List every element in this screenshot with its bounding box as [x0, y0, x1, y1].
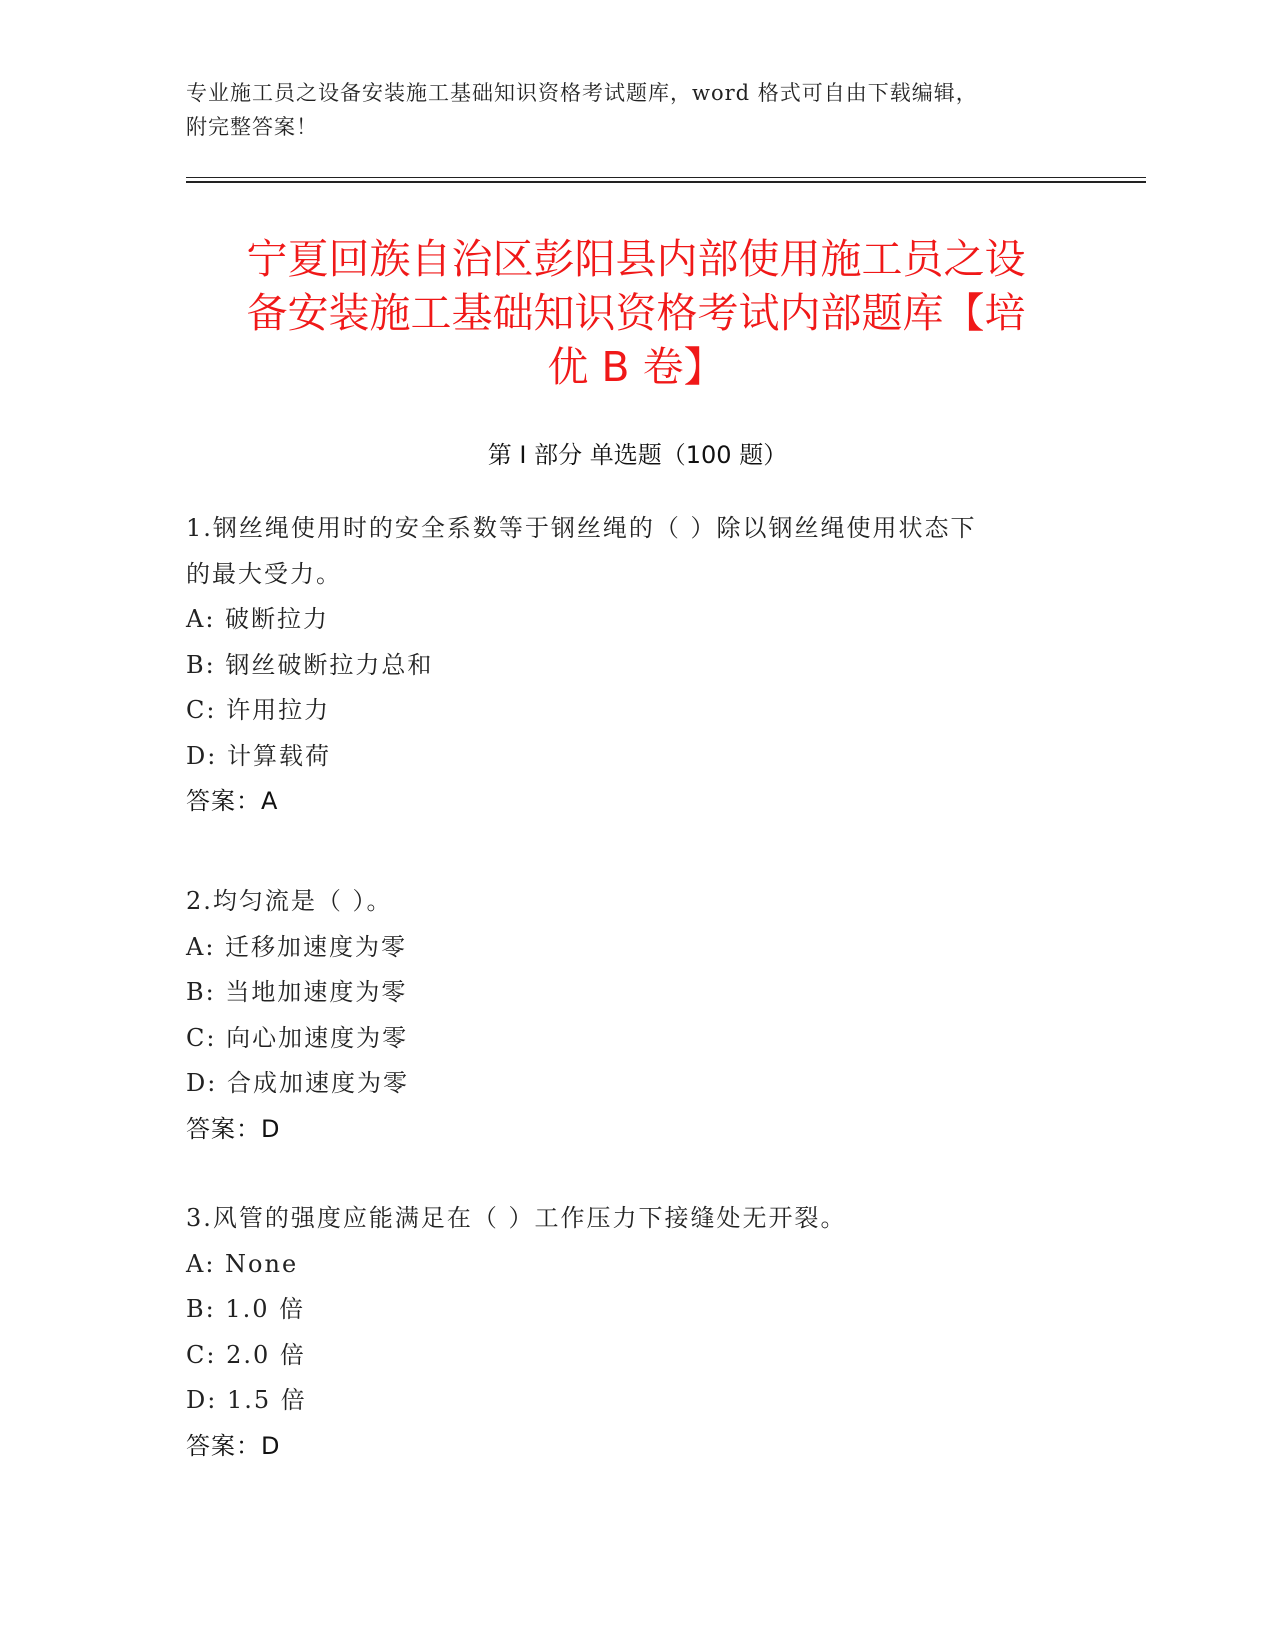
answer: 答案：D [186, 1114, 281, 1143]
option-a: A: 迁移加速度为零 [186, 932, 408, 961]
header-note-line-1: 专业施工员之设备安装施工基础知识资格考试题库，word 格式可自由下载编辑， [186, 81, 978, 105]
option-b: B: 当地加速度为零 [186, 978, 408, 1006]
option-d: D: 计算载荷 [186, 741, 331, 770]
document-title-line-1: 宁夏回族自治区彭阳县内部使用施工员之设 [246, 235, 1026, 283]
option-d: D: 合成加速度为零 [186, 1069, 409, 1097]
option-c: C: 许用拉力 [186, 696, 331, 724]
option-a: A: None [186, 1249, 299, 1278]
option-c: C: 向心加速度为零 [186, 1023, 409, 1052]
document-title [186, 232, 1086, 394]
option-b: B: 1.0 倍 [186, 1295, 306, 1323]
option-b: B: 钢丝破断拉力总和 [186, 650, 434, 679]
header-note-line-2: 附完整答案！ [186, 115, 318, 139]
header-divider-thin [186, 177, 1146, 178]
option-c: C: 2.0 倍 [186, 1340, 306, 1369]
question-1 [186, 506, 1086, 825]
header-divider-thick [186, 181, 1146, 183]
document-title-line-2: 备安装施工基础知识资格考试内部题库【培 [246, 289, 1026, 337]
question-2 [186, 879, 1086, 1152]
option-a: A: 破断拉力 [186, 605, 330, 633]
question-stem: 3.风管的强度应能满足在（ ）工作压力下接缝处无开裂。 [186, 1204, 847, 1232]
section-heading: 第 I 部分 单选题（100 题） [487, 441, 788, 469]
answer: 答案：D [186, 1431, 281, 1460]
option-d: D: 1.5 倍 [186, 1386, 307, 1414]
header-note [186, 76, 1086, 144]
question-stem: 2.均匀流是（ ）。 [186, 887, 393, 915]
question-3 [186, 1196, 1086, 1469]
document-title-line-3: 优 B 卷】 [547, 343, 725, 391]
answer: 答案：A [186, 787, 279, 815]
question-stem: 1.钢丝绳使用时的安全系数等于钢丝绳的（ ）除以钢丝绳使用状态下 [186, 514, 977, 542]
question-stem-continued: 的最大受力。 [186, 559, 342, 588]
